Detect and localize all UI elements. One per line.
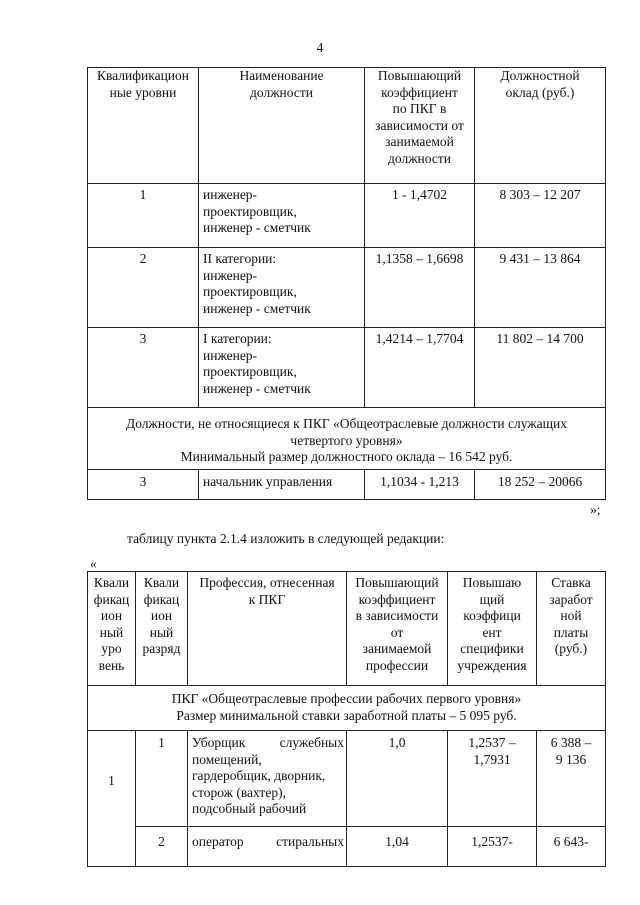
coefficient-cell: 1,4214 – 1,7704 bbox=[365, 328, 475, 408]
table-row bbox=[88, 328, 606, 408]
coefficient-cell: 1,0 bbox=[347, 731, 448, 827]
positions-table bbox=[87, 67, 606, 500]
level-cell: 3 bbox=[88, 328, 199, 408]
level-cell: 1 bbox=[88, 184, 199, 248]
salary-cell: 11 802 – 14 700 bbox=[475, 328, 606, 408]
header-coefficient: Повышающий коэффициент по ПКГ в зависимости от занимаемой должности bbox=[365, 68, 475, 184]
header-specific-coefficient: Повышаю щий коэффици ент специфики учреждения bbox=[448, 572, 537, 686]
grade-cell: 1 bbox=[136, 731, 188, 827]
group-header-cell: ПКГ «Общеотраслевые профессии рабочих первого уровня» Размер минимальной ставки заработной платы – 5 095 руб. bbox=[88, 686, 606, 731]
grade-cell: 2 bbox=[136, 827, 188, 867]
table-header-row bbox=[88, 572, 606, 686]
wage-rate-cell: 6 388 – 9 136 bbox=[537, 731, 606, 827]
position-cell: инженер- проектировщик, инженер - сметчик bbox=[199, 184, 365, 248]
table-row bbox=[88, 470, 606, 500]
instruction-text: таблицу пункта 2.1.4 изложить в следующей редакции: bbox=[127, 531, 445, 546]
group-header-row bbox=[88, 408, 606, 470]
level-cell: 1 bbox=[88, 731, 136, 867]
header-qualification-level: Квали фикац ион ный уро вень bbox=[88, 572, 136, 686]
page-number: 4 bbox=[316, 40, 324, 55]
coefficient-cell: 1 - 1,4702 bbox=[365, 184, 475, 248]
level-cell: 3 bbox=[88, 470, 199, 500]
wage-rate-cell: 6 643- bbox=[537, 827, 606, 867]
header-qualification-grade: Квали фикац ион ный разряд bbox=[136, 572, 188, 686]
profession-cell: оператор стиральных bbox=[188, 827, 347, 867]
group-header-cell: Должности, не относящиеся к ПКГ «Общеотраслевые должности служащих четвертого уровня» Минимальный размер должностного оклада – 16 542 руб. bbox=[88, 408, 606, 470]
opening-quote: « bbox=[90, 556, 97, 571]
salary-cell: 18 252 – 20066 bbox=[475, 470, 606, 500]
header-salary: Должностной оклад (руб.) bbox=[475, 68, 606, 184]
specific-coefficient-cell: 1,2537- bbox=[448, 827, 537, 867]
position-cell: II категории: инженер- проектировщик, инженер - сметчик bbox=[199, 248, 365, 328]
coefficient-cell: 1,04 bbox=[347, 827, 448, 867]
salary-cell: 9 431 – 13 864 bbox=[475, 248, 606, 328]
header-profession: Профессия, отнесенная к ПКГ bbox=[188, 572, 347, 686]
level-cell: 2 bbox=[88, 248, 199, 328]
header-position-name: Наименование должности bbox=[199, 68, 365, 184]
position-cell: начальник управления bbox=[199, 470, 365, 500]
closing-quote: »; bbox=[590, 502, 601, 517]
table-row bbox=[88, 184, 606, 248]
header-coefficient: Повышающий коэффициент в зависимости от занимаемой профессии bbox=[347, 572, 448, 686]
header-qualification-level: Квалификацион ные уровни bbox=[88, 68, 199, 184]
header-wage-rate: Ставка заработ ной платы (руб.) bbox=[537, 572, 606, 686]
table-row bbox=[88, 248, 606, 328]
group-header-row bbox=[88, 686, 606, 731]
table-row bbox=[88, 731, 606, 827]
coefficient-cell: 1,1034 - 1,213 bbox=[365, 470, 475, 500]
position-cell: I категории: инженер- проектировщик, инженер - сметчик bbox=[199, 328, 365, 408]
salary-cell: 8 303 – 12 207 bbox=[475, 184, 606, 248]
profession-cell: Уборщик служебных помещений, гардеробщик, дворник, сторож (вахтер), подсобный рабочий bbox=[188, 731, 347, 827]
specific-coefficient-cell: 1,2537 – 1,7931 bbox=[448, 731, 537, 827]
professions-table bbox=[87, 571, 606, 867]
table-row bbox=[88, 827, 606, 867]
coefficient-cell: 1,1358 – 1,6698 bbox=[365, 248, 475, 328]
table-header-row bbox=[88, 68, 606, 184]
